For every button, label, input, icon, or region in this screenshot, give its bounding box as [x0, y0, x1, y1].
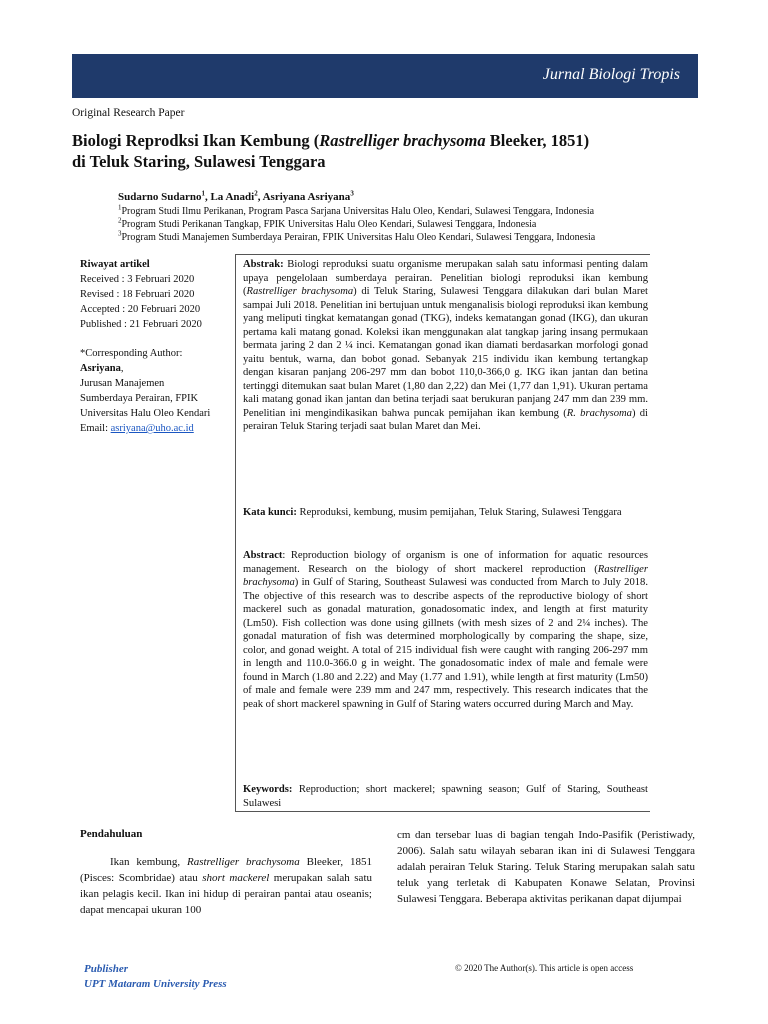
author-name: La Anadi [210, 191, 255, 203]
intro-paragraph: Ikan kembung, Rastrelliger brachysoma Bleeker, 1851 (Pisces: Scombridae) atau short mackerel merupakan salah satu ikan pelagis kecil. Ikan ini hidup di perairan pantai atau oseanis; dapat mencapai ukuran 100 [80, 856, 372, 916]
history-heading: Riwayat artikel [80, 259, 150, 270]
abstract-english-paragraph: Abstract: Reproduction biology of organism is one of information for aquatic resources management. Research on the biology of short mackerel reproduction (Rastrelliger brachysoma) in Gulf of Staring, Southeast Sulawesi was conducted from March to July 2018. The objective of this research was to describe aspects of the reproductive biology of short mackerel such as gonadal maturation, gonadosomatic index, and length at first maturity (Lm50). Fish collection was done using gillnets (with mesh sizes of 2 and 2¼ inches). The gonadal maturation of fish was determined morphologically by comparing the shape, size, color, and gonad weight. A total of 215 individual fish were caught with ranging 206-297 mm in length and 110.0-366.0 g in weight. The gonadosomatic index of male and female were found in March (1.80 and 2.22) and May (1.77 and 1.91), while length at first maturity (Lm50) of male and female were 239 mm and 247 mm, respectively. This research indicates that the peak of short mackerel spawning in Gulf of Staring waters occurred during March and May. [243, 550, 648, 710]
received-date: Received : 3 Februari 2020 [80, 274, 195, 285]
intro-column-left [80, 854, 372, 918]
accepted-date: Accepted : 20 Februari 2020 [80, 304, 201, 315]
published-date: Published : 21 Februari 2020 [80, 319, 202, 330]
article-title: Biologi Reprodksi Ikan Kembung (Rastrelliger brachysoma Bleeker, 1851) di Teluk Staring, Sulawesi Tenggara [72, 131, 590, 171]
corresponding-label: *Corresponding Author: [80, 348, 183, 359]
affiliation-2: $^2$Program Studi Perikanan Tangkap, FPIK Universitas Halu Oleo Kendari, Sulawesi Tenggara, Indonesia [118, 216, 537, 230]
author-name: Asriyana Asriyana [262, 191, 351, 203]
intro-paragraph: cm dan tersebar luas di bagian tengah Indo-Pasifik (Peristiwady, 2006). Salah satu wilayah sebaran ikan ini di Sulawesi Tenggara adalah perairan Teluk Staring. Teluk Staring merupakan salah satu teluk yang terletak di Kabupaten Konawe Selatan, Provinsi Sulawesi Tenggara. Beberapa aktivitas perikanan dapat dijumpai [397, 829, 695, 905]
affiliation-1: $^1$Program Studi Ilmu Perikanan, Program Pasca Sarjana Universitas Halu Oleo, Kendari, Sulawesi Tenggara, Indonesia [118, 203, 595, 217]
corresponding-dept: Sumberdaya Perairan, FPIK [80, 393, 199, 404]
revised-date: Revised : 18 Februari 2020 [80, 289, 195, 300]
journal-header-bar [72, 54, 698, 98]
journal-name: Jurnal Biologi Tropis [542, 66, 680, 83]
affiliation-3: $^3$Program Studi Manajemen Sumberdaya Perairan, FPIK Universitas Halu Oleo Kendari, Sulawesi Tenggara, Indonesia [118, 229, 596, 243]
author-name: Sudarno Sudarno [118, 191, 202, 203]
copyright-notice: © 2020 The Author(s). This article is open access [455, 963, 634, 973]
article-info-sidebar [80, 257, 230, 436]
kata-kunci-paragraph: Kata kunci: Reproduksi, kembung, musim pemijahan, Teluk Staring, Sulawesi Tenggara [243, 507, 622, 518]
corresponding-dept: Jurusan Manajemen [80, 378, 165, 389]
publisher-label: Publisher [84, 963, 129, 975]
author-list: Sudarno Sudarno$^1$, La Anadi$^2$, Asriyana Asriyana$^3$ [118, 189, 354, 203]
section-heading-pendahuluan: Pendahuluan [80, 828, 143, 840]
publisher-block [84, 962, 227, 992]
corresponding-university: Universitas Halu Oleo Kendari [80, 408, 211, 419]
publisher-name: UPT Mataram University Press [84, 978, 227, 990]
corresponding-author: Asriyana, [80, 363, 124, 374]
intro-column-right [397, 827, 695, 907]
email-link[interactable]: asriyana@uho.ac.id [110, 423, 194, 434]
keywords-paragraph: Keywords: Reproduction; short mackerel; spawning season; Gulf of Staring, Southeast Sulawesi [243, 784, 648, 809]
corresponding-email: Email: asriyana@uho.ac.id [80, 423, 194, 434]
article-type: Original Research Paper [72, 107, 185, 119]
abstrak-paragraph: Abstrak: Biologi reproduksi suatu organisme merupakan salah satu informasi penting dalam upaya pengelolaan sumberdaya perairan. Penelitian biologi reproduksi ikan kembung (Rastrelliger brachysoma) di Teluk Staring, Sulawesi Tenggara dilakukan dari bulan Maret sampai Juli 2018. Penelitian ini bertujuan untuk menganalisis biologi reproduksi ikan kembung yang meliputi tingkat kematangan gonad (TKG), indeks kematangan gonad (IKG), dan ukuran pertama kali matang gonad. Koleksi ikan menggunakan alat tangkap jaring insang permukaan bermata jaring 2 dan 2 ¼ inci. Kematangan gonad ikan diamati berdasarkan morfologi gonad yaitu bentuk, warna, dan bobot gonad. Sebanyak 215 individu ikan kembung tertangkap dengan kisaran panjang 206-297 mm dan bobot 110,0-366,0 g. IKG ikan jantan dan betina tertinggi ditemukan saat bulan Maret (1,80 dan 2,22) dan Mei (1,77 dan 1,91). Ukuran pertama kali matang gonad ikan jantan dan betina terjadi saat berukuran panjang 247 mm dan 239 mm. Penelitian ini mengindikasikan bahwa puncak pemijahan ikan kembung (R. brachysoma) di perairan Teluk Staring terjadi saat bulan Maret dan Mei. [243, 259, 648, 432]
